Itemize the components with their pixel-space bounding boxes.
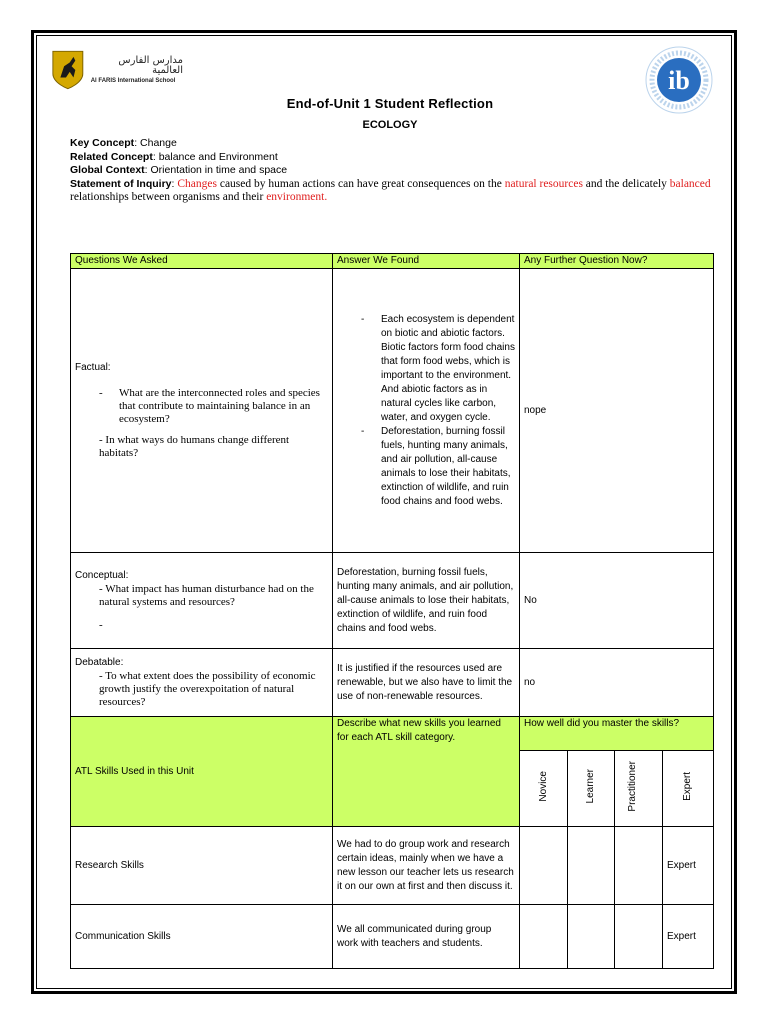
skill-name: Communication Skills [71, 905, 333, 969]
skill-name: Research Skills [71, 827, 333, 905]
header-answers: Answer We Found [333, 254, 520, 269]
conceptual-question: Conceptual: - What impact has human disturbance had on the natural systems and resources? - [71, 553, 333, 649]
skill-level: Expert [663, 905, 714, 969]
skill-level: Expert [663, 827, 714, 905]
level-learner: Learner [568, 751, 615, 827]
atl-describe: Describe what new skills you learned for each ATL skill category. [333, 717, 520, 827]
conceptual-answer: Deforestation, burning fossil fuels, hunting many animals, and air pollution, all-cause animals to lose their habitats, extinction of wildlife, and ruin food chains and food webs. [333, 553, 520, 649]
table-header-row [71, 254, 714, 269]
svg-text:ib: ib [668, 66, 690, 95]
debatable-further: no [520, 649, 714, 717]
level-novice: Novice [520, 751, 568, 827]
page-title: End-of-Unit 1 Student Reflection [286, 96, 494, 111]
table-row-conceptual [71, 553, 714, 649]
key-concept: Key Concept: Change [70, 137, 177, 149]
conceptual-further: No [520, 553, 714, 649]
ib-logo-icon [644, 45, 714, 115]
school-name-arabic: مدارس الفارس العالمية [118, 55, 183, 76]
reflection-table [70, 253, 714, 969]
factual-further: nope [520, 269, 714, 553]
skill-description: We all communicated during group work with teachers and students. [333, 905, 520, 969]
factual-question: Factual: - What are the interconnected roles and species that contribute to maintaining balance in an ecosystem? - In what ways do humans change different habitats? [71, 269, 333, 553]
factual-answer: - Each ecosystem is dependent on biotic and abiotic factors. Biotic factors form food chains that form food webs, which is important to the environment. And abiotic factors as in natural cycles like carbon, water, and oxygen cycle. - Deforestation, burning fossil fuels, hunting many animals, and air pollution, all-cause animals to lose their habitats, extinction of wildlife, and ruin food chains and food webs. [333, 269, 520, 553]
related-concept: Related Concept: balance and Environment [70, 150, 278, 163]
table-row-research [71, 827, 714, 905]
atl-label: ATL Skills Used in this Unit [71, 717, 333, 827]
knight-shield-icon [51, 48, 85, 92]
level-expert: Expert [663, 751, 714, 827]
school-name-english: Al FARIS International School [90, 78, 176, 84]
unit-meta [70, 137, 720, 205]
table-row-debatable [71, 649, 714, 717]
atl-mastery: How well did you master the skills? [520, 717, 714, 751]
header-further: Any Further Question Now? [520, 254, 714, 269]
debatable-answer: It is justified if the resources used are renewable, but we also have to limit the use of non-renewable resources. [333, 649, 520, 717]
school-logo [51, 46, 183, 94]
table-row-atl-header [71, 717, 714, 751]
header-questions: Questions We Asked [71, 254, 333, 269]
table-row-communication [71, 905, 714, 969]
global-context: Global Context: Orientation in time and space [70, 164, 288, 176]
level-practitioner: Practitioner [615, 751, 663, 827]
debatable-question: Debatable: - To what extent does the possibility of economic growth justify the overexpoitation of natural resources? [71, 649, 333, 717]
statement-of-inquiry: Statement of Inquiry: Changes caused by human actions can have great consequences on the natural resources and the delicately balanced relationships between organisms and their environment. [70, 177, 711, 203]
page-subtitle: ECOLOGY [362, 119, 418, 131]
table-row-factual [71, 269, 714, 553]
skill-description: We had to do group work and research certain ideas, mainly when we have a new lesson our teacher lets us research it on our own at first and then discuss it. [333, 827, 520, 905]
